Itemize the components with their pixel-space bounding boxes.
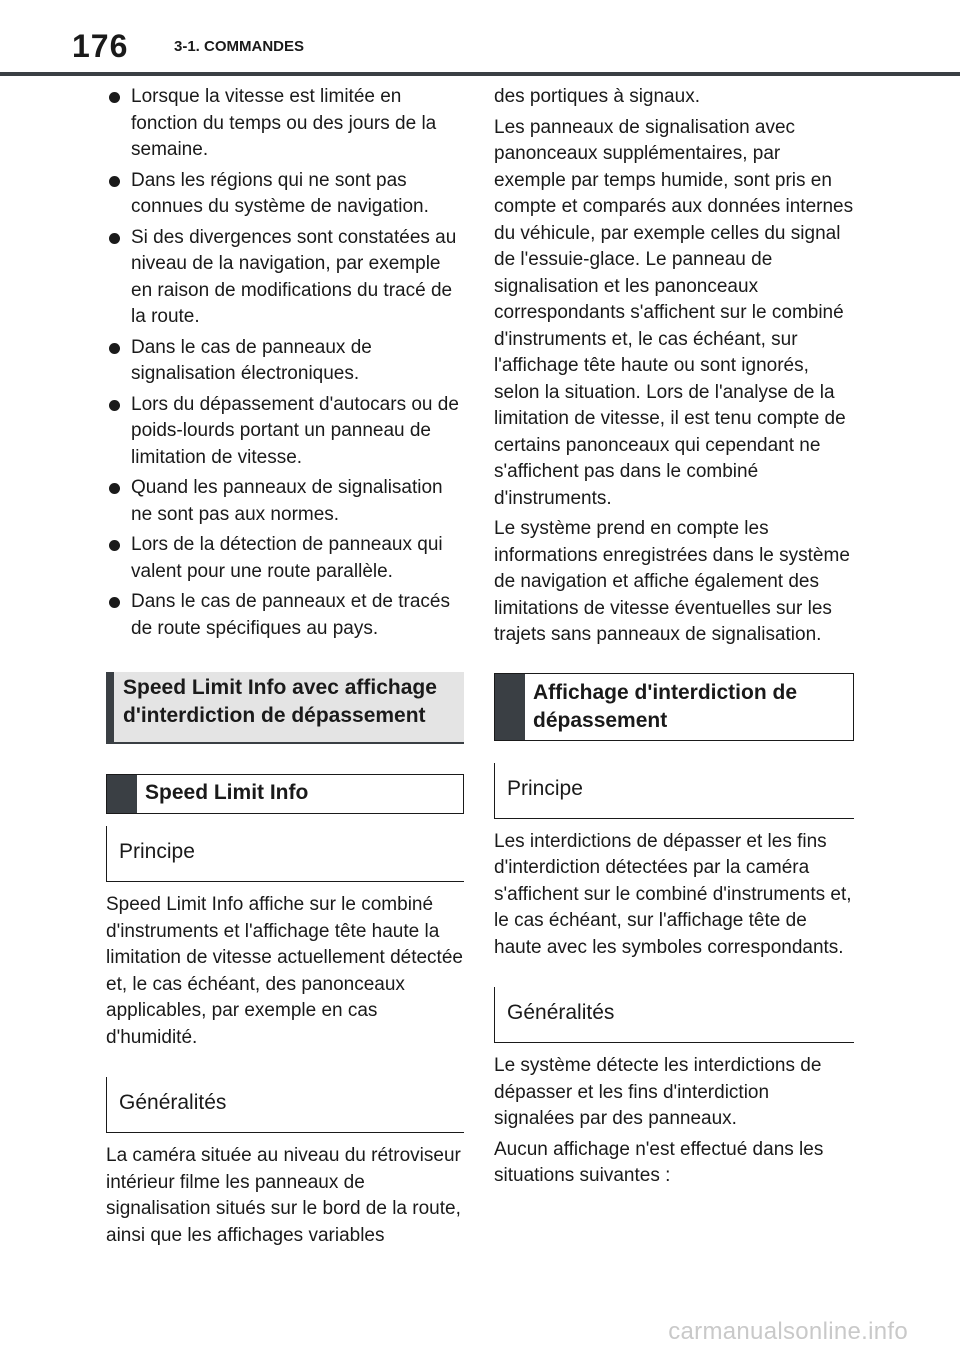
bullet-icon: [109, 540, 120, 551]
generalites-heading: [106, 1077, 464, 1133]
generalites-paragraph: La caméra située au niveau du rétroviseur intérieur filme les panneaux de signalisation situés sur le bord de la route, ainsi que les affichages variables: [106, 1145, 461, 1246]
principe-paragraph: Les interdictions de dépasser et les fins d'interdiction détectées par la caméra s'affichent sur le combiné d'instruments et, le cas échéant, sur l'affichage tête de haute avec les symboles correspondants.: [494, 830, 852, 958]
right-column: [494, 84, 854, 1194]
generalites-heading-text: Généralités: [507, 1001, 615, 1024]
bullet-icon: [109, 400, 120, 411]
list-item: Quand les panneaux de signalisation ne sont pas aux normes.: [106, 475, 464, 528]
list-item: Lorsque la vitesse est limitée en fonction du temps ou des jours de la semaine.: [106, 84, 464, 164]
principe-heading-text: Principe: [119, 840, 195, 863]
generalites-heading: [494, 987, 854, 1043]
list-item: Dans les régions qui ne sont pas connues du système de navigation.: [106, 168, 464, 221]
heading-bar: [495, 674, 525, 740]
generalites-heading-text: Généralités: [119, 1091, 227, 1114]
generalites-paragraph: Aucun affichage n'est effectué dans les situations suivantes :: [494, 1138, 824, 1186]
subsection-heading-text: Affichage d'interdiction de dépassement: [533, 680, 798, 732]
section-label: 3-1. COMMANDES: [174, 38, 305, 55]
heading-bar: [106, 672, 114, 742]
page-header: [0, 0, 960, 74]
bullet-icon: [109, 597, 120, 608]
principe-heading: [106, 826, 464, 882]
subsection-heading: [494, 673, 854, 741]
watermark: carmanualsonline.info: [668, 1318, 908, 1345]
heading-bar: [107, 775, 137, 813]
bullet-icon: [109, 233, 120, 244]
list-item: Dans le cas de panneaux et de tracés de route spécifiques au pays.: [106, 589, 464, 642]
bullet-icon: [109, 92, 120, 103]
list-item: Lors du dépassement d'autocars ou de poids-lourds portant un panneau de limitation de vitesse.: [106, 392, 464, 472]
paragraph: des portiques à signaux.: [494, 86, 700, 107]
bullet-list: [106, 84, 464, 642]
principe-paragraph: Speed Limit Info affiche sur le combiné d'instruments et l'affichage tête haute la limitation de vitesse actuellement détectée et, le cas échéant, des panonceaux applicables, par exemple en cas d'humidité.: [106, 894, 463, 1048]
list-item: Dans le cas de panneaux de signalisation électroniques.: [106, 335, 464, 388]
bullet-icon: [109, 176, 120, 187]
list-item: Si des divergences sont constatées au niveau de la navigation, par exemple en raison de modifications du tracé de la route.: [106, 225, 464, 331]
subsection-heading: [106, 774, 464, 814]
principe-heading: [494, 763, 854, 819]
page-number: 176: [72, 28, 129, 64]
generalites-paragraph: Le système détecte les interdictions de dépasser et les fins d'interdiction signalées par des panneaux.: [494, 1055, 822, 1129]
section-heading-text: Speed Limit Info avec affichage d'interdiction de dépassement: [123, 676, 437, 727]
paragraph: Les panneaux de signalisation avec panonceaux supplémentaires, par exemple par temps humide, sont pris en compte et comparés aux données internes du véhicule, par exemple celles du signal de l'essuie-glace. Le panneau de signalisation et les panonceaux correspondants s'affichent sur le combiné d'instruments et, le cas échéant, sur l'affichage tête haute ou sont ignorés, selon la situation. Lors de l'analyse de la limitation de vitesse, il est tenu compte de certains panonceaux qui cependant ne s'affichent pas dans le combiné d'instruments.: [494, 116, 854, 509]
bullet-icon: [109, 483, 120, 494]
principe-heading-text: Principe: [507, 776, 583, 800]
list-item: Lors de la détection de panneaux qui valent pour une route parallèle.: [106, 532, 464, 585]
header-rule: [0, 72, 960, 76]
section-heading: [106, 672, 464, 744]
left-column: [106, 84, 464, 1253]
paragraph: Le système prend en compte les informations enregistrées dans le système de navigation et affiche également des limitations de vitesse éventuelles sur les trajets sans panneaux de signalisation.: [494, 518, 850, 645]
bullet-icon: [109, 343, 120, 354]
subsection-heading-text: Speed Limit Info: [145, 781, 309, 804]
